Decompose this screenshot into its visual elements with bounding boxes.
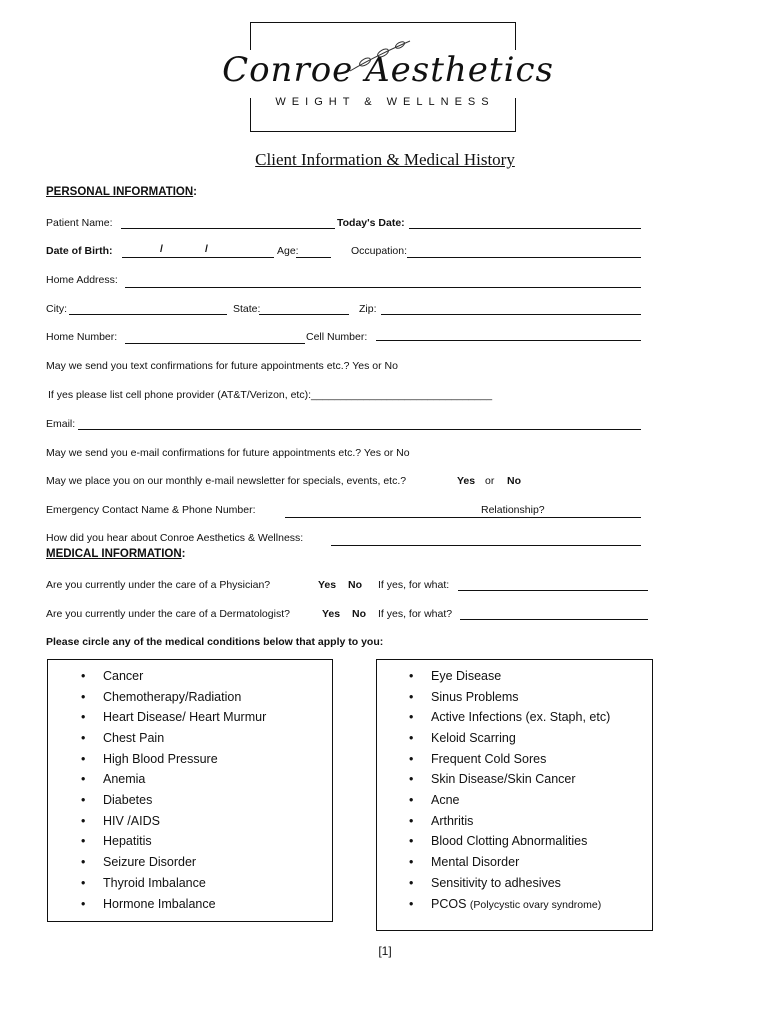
bullet-icon: • (81, 897, 86, 911)
cell-number-label: Cell Number: (306, 331, 368, 343)
condition-label: Heart Disease/ Heart Murmur (103, 710, 267, 724)
bullet-icon: • (409, 690, 414, 704)
dermatologist-if-label: If yes, for what? (378, 608, 453, 620)
emergency-contact-label: Emergency Contact Name & Phone Number: (46, 504, 256, 516)
condition-item[interactable] (409, 669, 502, 683)
condition-item[interactable] (409, 731, 516, 745)
emergency-contact-field[interactable] (285, 517, 641, 518)
condition-label: Anemia (103, 772, 146, 786)
condition-label: PCOS (431, 897, 467, 911)
condition-label: Blood Clotting Abnormalities (431, 834, 588, 848)
home-number-label: Home Number: (46, 331, 118, 343)
condition-item[interactable] (81, 855, 197, 869)
condition-label: Eye Disease (431, 669, 502, 683)
condition-item[interactable] (81, 814, 160, 828)
personal-section-header (46, 186, 197, 198)
bullet-icon: • (409, 834, 414, 848)
email-field[interactable] (78, 429, 641, 430)
bullet-icon: • (81, 752, 86, 766)
bullet-icon: • (81, 793, 86, 807)
condition-item[interactable] (81, 897, 216, 911)
home-address-field[interactable] (125, 287, 641, 288)
logo-script: Conroe Aesthetics (222, 50, 554, 90)
bullet-icon: • (409, 814, 414, 828)
condition-label: Chest Pain (103, 731, 165, 745)
condition-item[interactable] (409, 897, 602, 911)
cell-provider-question: If yes please list cell phone provider (AT&T/Verizon, etc):_______________________________ (48, 389, 493, 401)
dob-field[interactable] (122, 257, 274, 258)
condition-label: Skin Disease/Skin Cancer (431, 772, 576, 786)
medical-section-header (46, 548, 186, 560)
home-number-field[interactable] (125, 343, 305, 344)
logo-subtitle: WEIGHT & WELLNESS (275, 96, 495, 108)
bullet-icon: • (81, 669, 86, 683)
circle-conditions-instruction: Please circle any of the medical conditions below that apply to you: (46, 636, 384, 648)
dermatologist-yes[interactable]: Yes (322, 608, 341, 620)
state-field[interactable] (259, 314, 349, 315)
newsletter-yes[interactable]: Yes (457, 475, 476, 487)
bullet-icon: • (409, 731, 414, 745)
condition-item[interactable] (409, 772, 576, 786)
occupation-label: Occupation: (351, 245, 408, 257)
dermatologist-question: Are you currently under the care of a Dermatologist? (46, 608, 290, 620)
condition-label: Cancer (103, 669, 144, 683)
dob-slash-1: / (160, 243, 163, 255)
physician-reason-field[interactable] (458, 590, 648, 591)
conditions-box-right (376, 659, 653, 931)
hear-about-field[interactable] (331, 545, 641, 546)
email-confirm-question: May we send you e-mail confirmations for future appointments etc.? Yes or No (46, 447, 410, 459)
newsletter-or: or (485, 475, 495, 487)
condition-label: Sensitivity to adhesives (431, 876, 561, 890)
dermatologist-no[interactable]: No (352, 608, 366, 620)
email-label: Email: (46, 418, 76, 430)
condition-item[interactable] (409, 793, 460, 807)
condition-label: Seizure Disorder (103, 855, 197, 869)
bullet-icon: • (81, 855, 86, 869)
physician-question: Are you currently under the care of a Physician? (46, 579, 271, 591)
condition-label: High Blood Pressure (103, 752, 218, 766)
condition-item[interactable] (409, 814, 474, 828)
bullet-icon: • (81, 731, 86, 745)
age-label: Age: (277, 245, 299, 257)
age-field[interactable] (296, 257, 331, 258)
condition-item[interactable] (81, 772, 146, 786)
medical-header-text: MEDICAL INFORMATION (46, 548, 182, 560)
zip-field[interactable] (381, 314, 641, 315)
condition-label: Keloid Scarring (431, 731, 516, 745)
bullet-icon: • (81, 772, 86, 786)
page-number: [1] (378, 944, 392, 958)
bullet-icon: • (409, 710, 414, 724)
hear-about-label: How did you hear about Conroe Aesthetics & Wellness: (46, 532, 304, 544)
page-title: Client Information & Medical History (255, 150, 515, 169)
physician-yes[interactable]: Yes (318, 579, 337, 591)
bullet-icon: • (409, 793, 414, 807)
condition-label: Mental Disorder (431, 855, 520, 869)
condition-label: Sinus Problems (431, 690, 519, 704)
condition-item[interactable] (81, 793, 153, 807)
home-address-label: Home Address: (46, 274, 118, 286)
condition-item[interactable] (409, 855, 520, 869)
bullet-icon: • (409, 876, 414, 890)
condition-label: Diabetes (103, 793, 153, 807)
bullet-icon: • (81, 814, 86, 828)
bullet-icon: • (409, 669, 414, 683)
todays-date-label: Today's Date: (337, 217, 405, 229)
condition-item[interactable] (409, 752, 547, 766)
occupation-field[interactable] (407, 257, 641, 258)
bullet-icon: • (81, 834, 86, 848)
condition-item[interactable] (409, 690, 519, 704)
condition-label: Active Infections (ex. Staph, etc) (431, 710, 611, 724)
newsletter-no[interactable]: No (507, 475, 521, 487)
patient-name-label: Patient Name: (46, 217, 113, 229)
condition-label: Acne (431, 793, 460, 807)
state-label: State: (233, 303, 261, 315)
condition-item[interactable] (81, 690, 242, 704)
bullet-icon: • (81, 876, 86, 890)
zip-label: Zip: (359, 303, 377, 315)
condition-item[interactable] (409, 710, 611, 724)
text-confirm-question: May we send you text confirmations for future appointments etc.? Yes or No (46, 360, 398, 372)
condition-item[interactable] (81, 834, 152, 848)
bullet-icon: • (409, 855, 414, 869)
conditions-box-left (47, 659, 333, 922)
bullet-icon: • (409, 897, 414, 911)
condition-label: Arthritis (431, 814, 474, 828)
condition-label: HIV /AIDS (103, 814, 160, 828)
dob-label: Date of Birth: (46, 245, 113, 257)
physician-if-label: If yes, for what: (378, 579, 450, 591)
newsletter-question: May we place you on our monthly e-mail newsletter for specials, events, etc.? (46, 475, 407, 487)
personal-header-text: PERSONAL INFORMATION (46, 186, 194, 198)
bullet-icon: • (409, 772, 414, 786)
bullet-icon: • (409, 752, 414, 766)
patient-name-field[interactable] (121, 228, 335, 229)
condition-item[interactable] (81, 752, 218, 766)
condition-label: Hepatitis (103, 834, 152, 848)
bullet-icon: • (81, 690, 86, 704)
condition-label: Thyroid Imbalance (103, 876, 206, 890)
condition-label: Chemotherapy/Radiation (103, 690, 242, 704)
dob-slash-2: / (205, 243, 208, 255)
bullet-icon: • (81, 710, 86, 724)
city-label: City: (46, 303, 67, 315)
relationship-label: Relationship? (481, 504, 545, 516)
cell-number-field[interactable] (376, 340, 641, 341)
todays-date-field[interactable] (409, 228, 641, 229)
condition-item[interactable] (81, 731, 165, 745)
pcos-note: (Polycystic ovary syndrome) (469, 899, 602, 911)
condition-item[interactable] (409, 834, 588, 848)
condition-item[interactable] (81, 710, 267, 724)
condition-label: Frequent Cold Sores (431, 752, 547, 766)
physician-no[interactable]: No (348, 579, 362, 591)
dermatologist-reason-field[interactable] (460, 619, 648, 620)
condition-item[interactable] (81, 669, 144, 683)
medical-header-colon: : (181, 548, 186, 560)
condition-item[interactable] (81, 876, 206, 890)
condition-item[interactable] (409, 876, 561, 890)
city-field[interactable] (69, 314, 227, 315)
condition-label: Hormone Imbalance (103, 897, 216, 911)
personal-header-colon: : (193, 186, 198, 198)
